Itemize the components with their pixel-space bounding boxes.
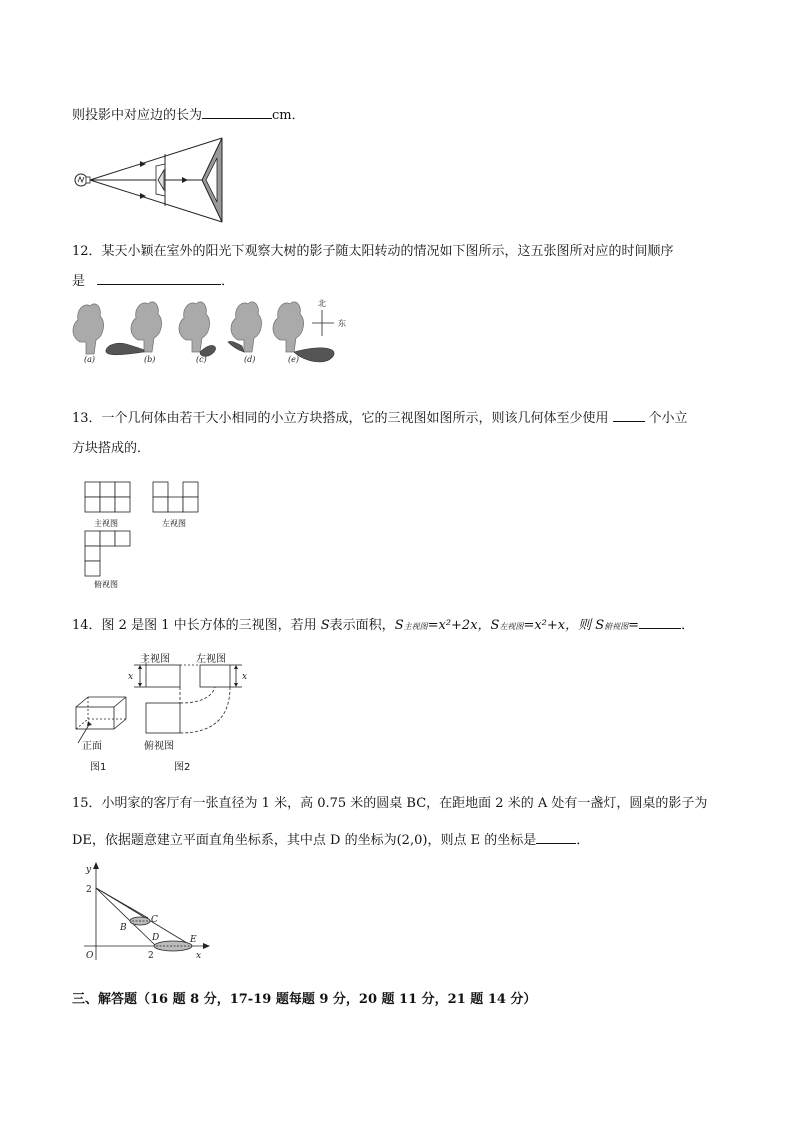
q12-stem-suffix: ． (221, 274, 235, 289)
caption-e: (e) (288, 355, 299, 364)
compass-north: 北 (318, 299, 326, 308)
tree-e (273, 302, 303, 352)
q15-B-label: B (120, 923, 127, 933)
q14-end: ． (681, 618, 695, 633)
q15-D-label: D (152, 933, 160, 943)
q11-unit: cm． (272, 108, 305, 123)
q13-stem: 13．一个几何体由若干大小相同的小立方块搭成，它的三视图如图所示，则该几何体至少使用 (72, 411, 609, 426)
q14-top-label: 俯视图 (144, 741, 174, 752)
q11-stem: 则投影中对应边的长为 (72, 108, 203, 123)
q15-line2 (72, 829, 589, 848)
tree-c (179, 302, 209, 352)
q15-line1: 15．小明家的客厅有一张直径为 1 米，高 0.75 米的圆桌 BC，在距地面 2 米的 A 处有一盏灯，圆桌的影子为 (72, 796, 708, 811)
q12-tree-shadows-figure (68, 296, 358, 368)
q14-x-right: x (242, 672, 248, 682)
q15-x2-label: 2 (148, 951, 154, 961)
q13-left-label: 左视图 (162, 519, 186, 528)
q15-origin-label: O (86, 951, 94, 961)
caption-d: (d) (244, 355, 256, 364)
q14-zheng-label: 正面 (82, 741, 102, 752)
q12-stem-prefix: 是 (72, 274, 86, 289)
q15-coordinate-figure (80, 860, 220, 964)
q13-answer-blank[interactable] (613, 409, 645, 422)
q15-stem-mid: ，则点 E 的坐标是 (427, 833, 537, 848)
q12-line2 (72, 270, 234, 289)
compass-east: 东 (338, 319, 346, 328)
q14-text: 14．图 2 是图 1 中长方体的三视图，若用 S表示面积，S主视图=x²+2x，S左视图=x²+x，则 S俯视图= ． (72, 618, 695, 633)
q15-answer-blank[interactable] (536, 831, 576, 844)
q13-top-label: 俯视图 (94, 580, 118, 589)
q12-line1: 12．某天小颖在室外的阳光下观察大树的影子随太阳转动的情况如下图所示，这五张图所对应的时间顺序 (72, 244, 674, 259)
q15-coord: (2,0) (396, 833, 428, 848)
q14-eq3: = (628, 618, 640, 633)
q15-y-label: y (86, 865, 92, 875)
q14-eq1: =x²+2x， (427, 618, 491, 633)
q11-text (72, 104, 305, 123)
q15-stem: DE，依据题意建立平面直角坐标系，其中点 D 的坐标为 (72, 833, 397, 848)
q13-stem-suffix: 个小立 (648, 411, 688, 426)
tree-a (73, 304, 103, 354)
q14-stem: 14．图 2 是图 1 中长方体的三视图，若用 (72, 618, 317, 633)
q15-C-label: C (151, 915, 158, 925)
section-3-heading: 三、解答题（16 题 8 分，17-19 题每题 9 分，20 题 11 分，21 题 14 分） (72, 992, 537, 1007)
q15-E-label: E (190, 935, 197, 945)
q14-eq2: =x²+x，则 (523, 618, 592, 633)
q14-fig2-caption: 图2 (174, 762, 191, 773)
q13-line2: 方块搭成的． (72, 441, 151, 456)
q14-left-label: 左视图 (196, 654, 226, 665)
q15-y2-label: 2 (86, 885, 92, 895)
shadow-d (228, 341, 244, 352)
shadow-e (294, 348, 334, 362)
caption-a: (a) (84, 355, 96, 364)
q14-s-left-sub: 左视图 (499, 622, 524, 631)
q11-answer-blank[interactable] (202, 106, 272, 119)
q12-answer-blank[interactable] (97, 272, 221, 285)
compass-icon (312, 298, 346, 336)
q14-fig1-caption: 图1 (90, 762, 107, 773)
q14-s-top-sub: 俯视图 (604, 622, 629, 631)
q15-x-label: x (196, 951, 202, 961)
q13-line1 (72, 407, 688, 426)
caption-b: (b) (144, 355, 156, 364)
q13-front-label: 主视图 (94, 519, 118, 528)
caption-c: (c) (196, 355, 207, 364)
q13-three-views-figure (80, 478, 210, 590)
q14-front-label: 主视图 (140, 654, 170, 665)
q14-stem-mid: 表示面积， (329, 618, 395, 633)
shadow-b (106, 343, 144, 355)
tree-b (131, 302, 161, 352)
q14-answer-blank[interactable] (639, 616, 681, 629)
q14-S: S (320, 618, 330, 633)
q15-stem-end: ． (576, 833, 590, 848)
q11-projection-figure (72, 134, 232, 226)
q14-x-left: x (128, 672, 134, 682)
q14-s-front-sub: 主视图 (403, 622, 428, 631)
